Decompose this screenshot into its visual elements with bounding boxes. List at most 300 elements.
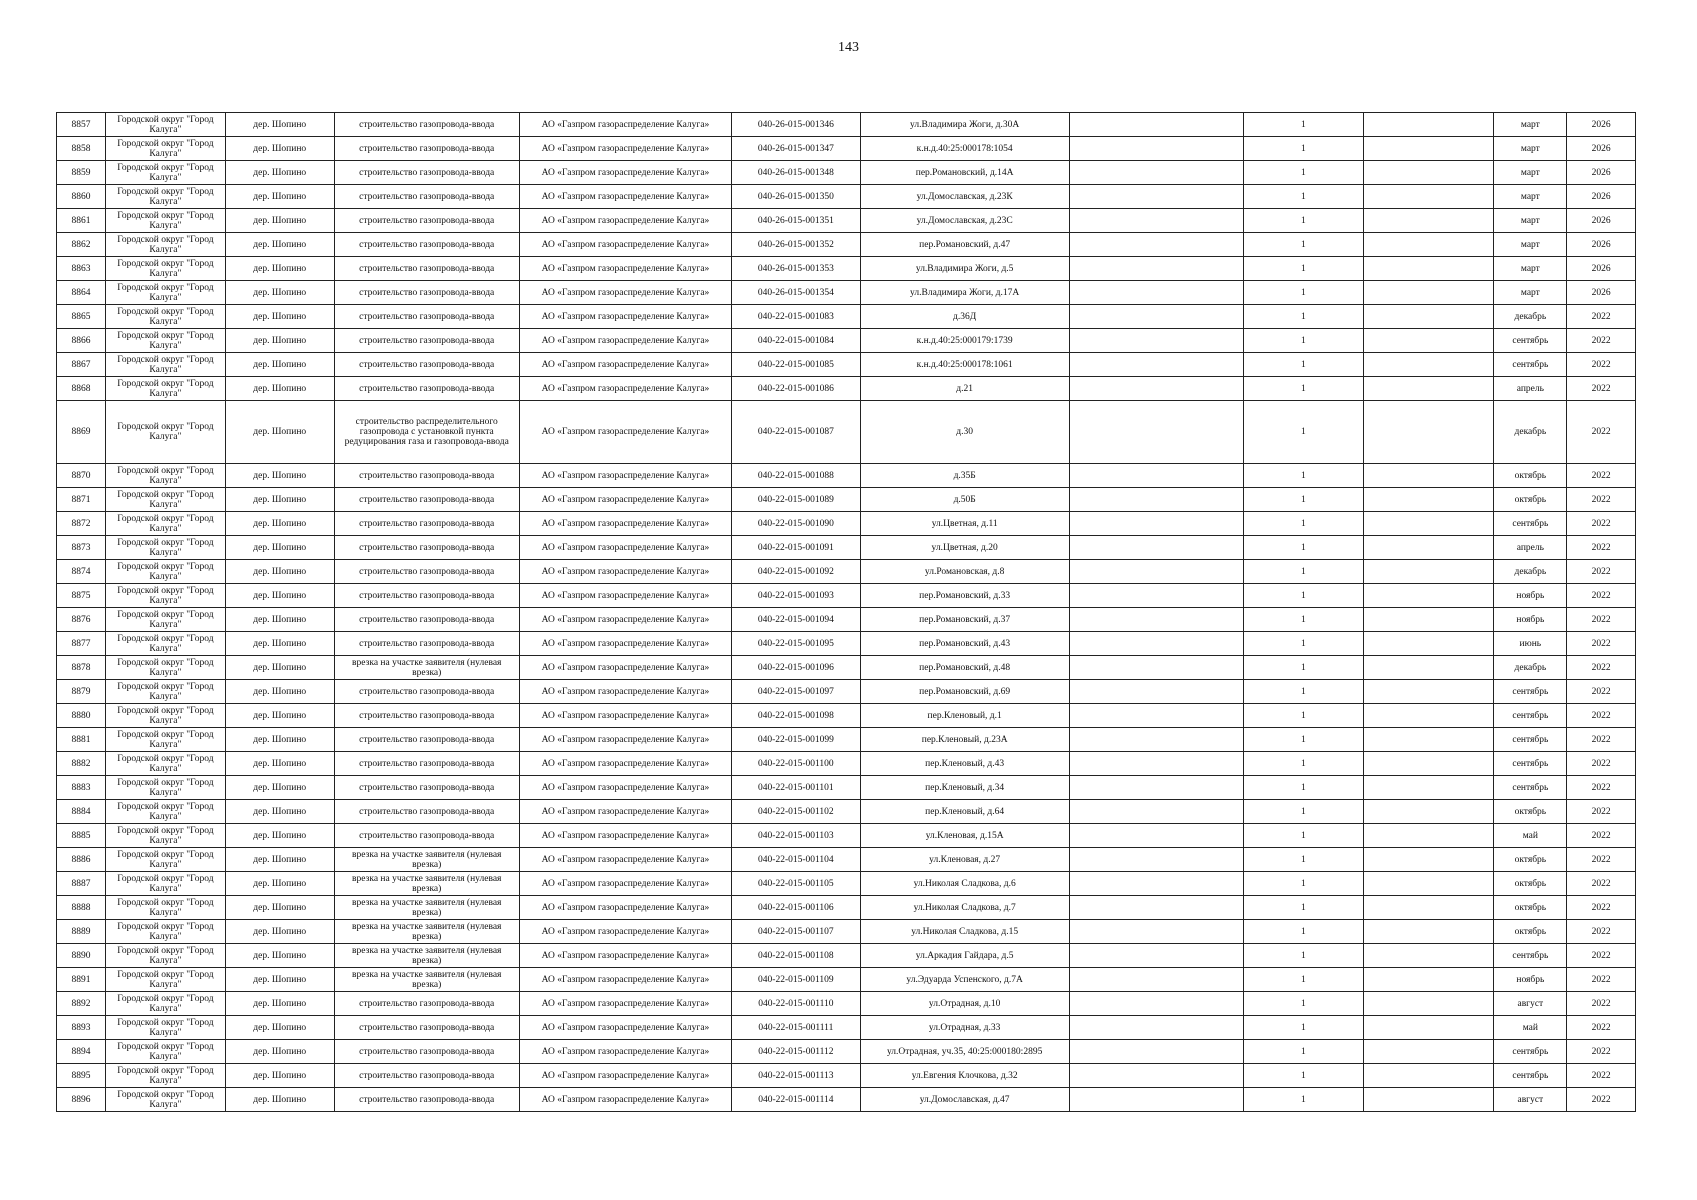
work-type-cell: строительство газопровода-ввода (334, 161, 519, 185)
object-code-cell: 040-22-015-001097 (732, 680, 860, 704)
month-cell: ноябрь (1494, 608, 1567, 632)
quantity-cell: 1 (1243, 752, 1363, 776)
month-cell: июнь (1494, 632, 1567, 656)
quantity-cell: 1 (1243, 704, 1363, 728)
object-code-cell: 040-26-015-001354 (732, 281, 860, 305)
territory-cell: Городской округ "Город Калуга" (106, 1016, 226, 1040)
work-type-cell: врезка на участке заявителя (нулевая врезка) (334, 848, 519, 872)
year-cell: 2026 (1567, 137, 1636, 161)
address-cell: к.н.д.40:25:000178:1054 (860, 137, 1069, 161)
year-cell: 2022 (1567, 704, 1636, 728)
table-row (57, 185, 1636, 209)
address-cell: пер.Романовский, д.47 (860, 233, 1069, 257)
year-cell: 2022 (1567, 728, 1636, 752)
empty-cell (1363, 1040, 1494, 1064)
empty-cell (1363, 848, 1494, 872)
empty-cell (1069, 632, 1243, 656)
table-row (57, 305, 1636, 329)
work-type-cell: строительство газопровода-ввода (334, 584, 519, 608)
settlement-cell: дер. Шопино (225, 608, 334, 632)
object-code-cell: 040-22-015-001111 (732, 1016, 860, 1040)
table-row (57, 920, 1636, 944)
address-cell: пер.Романовский, д.33 (860, 584, 1069, 608)
work-type-cell: строительство газопровода-ввода (334, 800, 519, 824)
empty-cell (1069, 329, 1243, 353)
empty-cell (1363, 800, 1494, 824)
quantity-cell: 1 (1243, 632, 1363, 656)
work-type-cell: строительство газопровода-ввода (334, 305, 519, 329)
year-cell: 2026 (1567, 161, 1636, 185)
empty-cell (1363, 680, 1494, 704)
quantity-cell: 1 (1243, 1088, 1363, 1112)
year-cell: 2022 (1567, 752, 1636, 776)
empty-cell (1363, 776, 1494, 800)
year-cell: 2022 (1567, 632, 1636, 656)
table-row (57, 632, 1636, 656)
work-type-cell: строительство газопровода-ввода (334, 257, 519, 281)
row-number: 8896 (57, 1088, 106, 1112)
object-code-cell: 040-22-015-001083 (732, 305, 860, 329)
address-cell: ул.Николая Сладкова, д.6 (860, 872, 1069, 896)
empty-cell (1069, 233, 1243, 257)
work-type-cell: строительство газопровода-ввода (334, 137, 519, 161)
quantity-cell: 1 (1243, 512, 1363, 536)
territory-cell: Городской округ "Город Калуга" (106, 608, 226, 632)
quantity-cell: 1 (1243, 185, 1363, 209)
empty-cell (1363, 1064, 1494, 1088)
table-row (57, 113, 1636, 137)
year-cell: 2022 (1567, 800, 1636, 824)
month-cell: ноябрь (1494, 584, 1567, 608)
empty-cell (1069, 512, 1243, 536)
work-type-cell: строительство газопровода-ввода (334, 992, 519, 1016)
object-code-cell: 040-22-015-001098 (732, 704, 860, 728)
organization-cell: АО «Газпром газораспределение Калуга» (519, 536, 731, 560)
empty-cell (1363, 353, 1494, 377)
month-cell: август (1494, 992, 1567, 1016)
month-cell: октябрь (1494, 872, 1567, 896)
quantity-cell: 1 (1243, 353, 1363, 377)
settlement-cell: дер. Шопино (225, 512, 334, 536)
address-cell: ул.Домославская, д.23К (860, 185, 1069, 209)
row-number: 8888 (57, 896, 106, 920)
settlement-cell: дер. Шопино (225, 560, 334, 584)
month-cell: сентябрь (1494, 1064, 1567, 1088)
territory-cell: Городской округ "Город Калуга" (106, 992, 226, 1016)
settlement-cell: дер. Шопино (225, 656, 334, 680)
settlement-cell: дер. Шопино (225, 1040, 334, 1064)
work-type-cell: строительство газопровода-ввода (334, 329, 519, 353)
register-table (56, 112, 1636, 1112)
address-cell: ул.Отрадная, уч.35, 40:25:000180:2895 (860, 1040, 1069, 1064)
work-type-cell: строительство газопровода-ввода (334, 1016, 519, 1040)
address-cell: ул.Николая Сладкова, д.15 (860, 920, 1069, 944)
territory-cell: Городской округ "Город Калуга" (106, 944, 226, 968)
quantity-cell: 1 (1243, 257, 1363, 281)
organization-cell: АО «Газпром газораспределение Калуга» (519, 305, 731, 329)
territory-cell: Городской округ "Город Калуга" (106, 896, 226, 920)
object-code-cell: 040-26-015-001352 (732, 233, 860, 257)
month-cell: октябрь (1494, 848, 1567, 872)
quantity-cell: 1 (1243, 1064, 1363, 1088)
month-cell: октябрь (1494, 800, 1567, 824)
row-number: 8877 (57, 632, 106, 656)
settlement-cell: дер. Шопино (225, 944, 334, 968)
empty-cell (1363, 632, 1494, 656)
year-cell: 2022 (1567, 488, 1636, 512)
register-body (57, 113, 1636, 1112)
settlement-cell: дер. Шопино (225, 185, 334, 209)
organization-cell: АО «Газпром газораспределение Калуга» (519, 1040, 731, 1064)
organization-cell: АО «Газпром газораспределение Калуга» (519, 560, 731, 584)
quantity-cell: 1 (1243, 776, 1363, 800)
settlement-cell: дер. Шопино (225, 1064, 334, 1088)
year-cell: 2022 (1567, 584, 1636, 608)
settlement-cell: дер. Шопино (225, 872, 334, 896)
table-row (57, 464, 1636, 488)
empty-cell (1069, 872, 1243, 896)
address-cell: д.21 (860, 377, 1069, 401)
work-type-cell: строительство газопровода-ввода (334, 680, 519, 704)
organization-cell: АО «Газпром газораспределение Калуга» (519, 209, 731, 233)
empty-cell (1363, 752, 1494, 776)
object-code-cell: 040-22-015-001088 (732, 464, 860, 488)
territory-cell: Городской округ "Город Калуга" (106, 137, 226, 161)
object-code-cell: 040-22-015-001105 (732, 872, 860, 896)
organization-cell: АО «Газпром газораспределение Калуга» (519, 968, 731, 992)
quantity-cell: 1 (1243, 824, 1363, 848)
empty-cell (1363, 728, 1494, 752)
empty-cell (1069, 257, 1243, 281)
table-row (57, 992, 1636, 1016)
month-cell: март (1494, 161, 1567, 185)
year-cell: 2022 (1567, 464, 1636, 488)
table-row (57, 608, 1636, 632)
settlement-cell: дер. Шопино (225, 896, 334, 920)
empty-cell (1069, 161, 1243, 185)
organization-cell: АО «Газпром газораспределение Калуга» (519, 728, 731, 752)
address-cell: пер.Кленовый, д.64 (860, 800, 1069, 824)
quantity-cell: 1 (1243, 968, 1363, 992)
quantity-cell: 1 (1243, 1016, 1363, 1040)
empty-cell (1069, 992, 1243, 1016)
month-cell: декабрь (1494, 401, 1567, 464)
month-cell: сентябрь (1494, 752, 1567, 776)
territory-cell: Городской округ "Город Калуга" (106, 377, 226, 401)
settlement-cell: дер. Шопино (225, 920, 334, 944)
organization-cell: АО «Газпром газораспределение Калуга» (519, 920, 731, 944)
quantity-cell: 1 (1243, 488, 1363, 512)
table-row (57, 488, 1636, 512)
month-cell: сентябрь (1494, 353, 1567, 377)
row-number: 8871 (57, 488, 106, 512)
table-row (57, 233, 1636, 257)
quantity-cell: 1 (1243, 680, 1363, 704)
settlement-cell: дер. Шопино (225, 464, 334, 488)
organization-cell: АО «Газпром газораспределение Калуга» (519, 944, 731, 968)
settlement-cell: дер. Шопино (225, 992, 334, 1016)
object-code-cell: 040-26-015-001350 (732, 185, 860, 209)
address-cell: ул.Владимира Жоги, д.5 (860, 257, 1069, 281)
month-cell: март (1494, 233, 1567, 257)
empty-cell (1069, 1088, 1243, 1112)
territory-cell: Городской округ "Город Калуга" (106, 632, 226, 656)
settlement-cell: дер. Шопино (225, 752, 334, 776)
table-row (57, 329, 1636, 353)
year-cell: 2022 (1567, 824, 1636, 848)
object-code-cell: 040-22-015-001114 (732, 1088, 860, 1112)
row-number: 8874 (57, 560, 106, 584)
quantity-cell: 1 (1243, 920, 1363, 944)
work-type-cell: строительство газопровода-ввода (334, 209, 519, 233)
row-number: 8893 (57, 1016, 106, 1040)
address-cell: д.36Д (860, 305, 1069, 329)
organization-cell: АО «Газпром газораспределение Калуга» (519, 992, 731, 1016)
work-type-cell: строительство газопровода-ввода (334, 512, 519, 536)
quantity-cell: 1 (1243, 872, 1363, 896)
settlement-cell: дер. Шопино (225, 233, 334, 257)
territory-cell: Городской округ "Город Калуга" (106, 920, 226, 944)
row-number: 8857 (57, 113, 106, 137)
table-row (57, 824, 1636, 848)
empty-cell (1069, 1016, 1243, 1040)
year-cell: 2022 (1567, 944, 1636, 968)
quantity-cell: 1 (1243, 560, 1363, 584)
object-code-cell: 040-22-015-001113 (732, 1064, 860, 1088)
row-number: 8885 (57, 824, 106, 848)
object-code-cell: 040-22-015-001095 (732, 632, 860, 656)
row-number: 8861 (57, 209, 106, 233)
territory-cell: Городской округ "Город Калуга" (106, 704, 226, 728)
work-type-cell: врезка на участке заявителя (нулевая врезка) (334, 920, 519, 944)
empty-cell (1069, 560, 1243, 584)
month-cell: май (1494, 824, 1567, 848)
month-cell: май (1494, 1016, 1567, 1040)
table-row (57, 584, 1636, 608)
table-row (57, 257, 1636, 281)
territory-cell: Городской округ "Город Калуга" (106, 233, 226, 257)
quantity-cell: 1 (1243, 992, 1363, 1016)
work-type-cell: строительство газопровода-ввода (334, 536, 519, 560)
table-row (57, 776, 1636, 800)
settlement-cell: дер. Шопино (225, 329, 334, 353)
year-cell: 2022 (1567, 377, 1636, 401)
quantity-cell: 1 (1243, 329, 1363, 353)
settlement-cell: дер. Шопино (225, 281, 334, 305)
empty-cell (1069, 680, 1243, 704)
month-cell: октябрь (1494, 488, 1567, 512)
table-row (57, 680, 1636, 704)
settlement-cell: дер. Шопино (225, 401, 334, 464)
territory-cell: Городской округ "Город Калуга" (106, 113, 226, 137)
object-code-cell: 040-22-015-001091 (732, 536, 860, 560)
work-type-cell: врезка на участке заявителя (нулевая врезка) (334, 872, 519, 896)
settlement-cell: дер. Шопино (225, 305, 334, 329)
territory-cell: Городской округ "Город Калуга" (106, 353, 226, 377)
organization-cell: АО «Газпром газораспределение Калуга» (519, 848, 731, 872)
empty-cell (1069, 377, 1243, 401)
object-code-cell: 040-22-015-001096 (732, 656, 860, 680)
row-number: 8862 (57, 233, 106, 257)
address-cell: ул.Домославская, д.47 (860, 1088, 1069, 1112)
territory-cell: Городской округ "Город Калуга" (106, 824, 226, 848)
organization-cell: АО «Газпром газораспределение Калуга» (519, 488, 731, 512)
month-cell: март (1494, 257, 1567, 281)
organization-cell: АО «Газпром газораспределение Калуга» (519, 656, 731, 680)
quantity-cell: 1 (1243, 281, 1363, 305)
empty-cell (1363, 872, 1494, 896)
work-type-cell: врезка на участке заявителя (нулевая врезка) (334, 896, 519, 920)
organization-cell: АО «Газпром газораспределение Калуга» (519, 257, 731, 281)
address-cell: ул.Домославская, д.23С (860, 209, 1069, 233)
empty-cell (1363, 560, 1494, 584)
object-code-cell: 040-22-015-001089 (732, 488, 860, 512)
settlement-cell: дер. Шопино (225, 209, 334, 233)
organization-cell: АО «Газпром газораспределение Калуга» (519, 632, 731, 656)
empty-cell (1069, 800, 1243, 824)
table-row (57, 896, 1636, 920)
settlement-cell: дер. Шопино (225, 113, 334, 137)
year-cell: 2026 (1567, 185, 1636, 209)
settlement-cell: дер. Шопино (225, 704, 334, 728)
empty-cell (1069, 1040, 1243, 1064)
table-row (57, 728, 1636, 752)
row-number: 8894 (57, 1040, 106, 1064)
empty-cell (1363, 1088, 1494, 1112)
empty-cell (1363, 584, 1494, 608)
month-cell: октябрь (1494, 920, 1567, 944)
empty-cell (1363, 113, 1494, 137)
territory-cell: Городской округ "Город Калуга" (106, 536, 226, 560)
year-cell: 2022 (1567, 329, 1636, 353)
settlement-cell: дер. Шопино (225, 848, 334, 872)
organization-cell: АО «Газпром газораспределение Калуга» (519, 800, 731, 824)
settlement-cell: дер. Шопино (225, 968, 334, 992)
address-cell: д.30 (860, 401, 1069, 464)
territory-cell: Городской округ "Город Калуга" (106, 281, 226, 305)
empty-cell (1363, 920, 1494, 944)
table-row (57, 536, 1636, 560)
object-code-cell: 040-22-015-001093 (732, 584, 860, 608)
table-row (57, 281, 1636, 305)
territory-cell: Городской округ "Город Калуга" (106, 968, 226, 992)
row-number: 8863 (57, 257, 106, 281)
quantity-cell: 1 (1243, 233, 1363, 257)
address-cell: к.н.д.40:25:000178:1061 (860, 353, 1069, 377)
quantity-cell: 1 (1243, 728, 1363, 752)
work-type-cell: строительство газопровода-ввода (334, 752, 519, 776)
row-number: 8891 (57, 968, 106, 992)
table-row (57, 560, 1636, 584)
settlement-cell: дер. Шопино (225, 536, 334, 560)
address-cell: пер.Романовский, д.43 (860, 632, 1069, 656)
month-cell: сентябрь (1494, 776, 1567, 800)
month-cell: сентябрь (1494, 1040, 1567, 1064)
organization-cell: АО «Газпром газораспределение Калуга» (519, 161, 731, 185)
territory-cell: Городской округ "Город Калуга" (106, 512, 226, 536)
empty-cell (1069, 896, 1243, 920)
year-cell: 2022 (1567, 1064, 1636, 1088)
empty-cell (1363, 512, 1494, 536)
month-cell: март (1494, 185, 1567, 209)
table-row (57, 752, 1636, 776)
month-cell: апрель (1494, 536, 1567, 560)
address-cell: ул.Цветная, д.20 (860, 536, 1069, 560)
work-type-cell: строительство распределительного газопровода с установкой пункта редуцирования газа и газопровода-ввода (334, 401, 519, 464)
work-type-cell: строительство газопровода-ввода (334, 632, 519, 656)
row-number: 8876 (57, 608, 106, 632)
quantity-cell: 1 (1243, 800, 1363, 824)
work-type-cell: строительство газопровода-ввода (334, 185, 519, 209)
year-cell: 2022 (1567, 680, 1636, 704)
year-cell: 2022 (1567, 560, 1636, 584)
object-code-cell: 040-22-015-001104 (732, 848, 860, 872)
object-code-cell: 040-22-015-001084 (732, 329, 860, 353)
row-number: 8881 (57, 728, 106, 752)
year-cell: 2022 (1567, 401, 1636, 464)
settlement-cell: дер. Шопино (225, 161, 334, 185)
settlement-cell: дер. Шопино (225, 800, 334, 824)
settlement-cell: дер. Шопино (225, 824, 334, 848)
empty-cell (1363, 329, 1494, 353)
quantity-cell: 1 (1243, 209, 1363, 233)
object-code-cell: 040-22-015-001102 (732, 800, 860, 824)
organization-cell: АО «Газпром газораспределение Калуга» (519, 401, 731, 464)
empty-cell (1069, 281, 1243, 305)
settlement-cell: дер. Шопино (225, 257, 334, 281)
row-number: 8872 (57, 512, 106, 536)
settlement-cell: дер. Шопино (225, 632, 334, 656)
organization-cell: АО «Газпром газораспределение Калуга» (519, 752, 731, 776)
territory-cell: Городской округ "Город Калуга" (106, 776, 226, 800)
work-type-cell: строительство газопровода-ввода (334, 1040, 519, 1064)
year-cell: 2022 (1567, 992, 1636, 1016)
year-cell: 2022 (1567, 305, 1636, 329)
empty-cell (1069, 401, 1243, 464)
month-cell: сентябрь (1494, 728, 1567, 752)
quantity-cell: 1 (1243, 113, 1363, 137)
table-row (57, 968, 1636, 992)
object-code-cell: 040-26-015-001347 (732, 137, 860, 161)
object-code-cell: 040-22-015-001108 (732, 944, 860, 968)
work-type-cell: строительство газопровода-ввода (334, 233, 519, 257)
month-cell: март (1494, 113, 1567, 137)
organization-cell: АО «Газпром газораспределение Калуга» (519, 584, 731, 608)
row-number: 8868 (57, 377, 106, 401)
quantity-cell: 1 (1243, 608, 1363, 632)
month-cell: март (1494, 137, 1567, 161)
territory-cell: Городской округ "Город Калуга" (106, 848, 226, 872)
month-cell: сентябрь (1494, 680, 1567, 704)
work-type-cell: строительство газопровода-ввода (334, 1088, 519, 1112)
empty-cell (1363, 536, 1494, 560)
empty-cell (1363, 968, 1494, 992)
work-type-cell: строительство газопровода-ввода (334, 560, 519, 584)
work-type-cell: строительство газопровода-ввода (334, 728, 519, 752)
quantity-cell: 1 (1243, 464, 1363, 488)
year-cell: 2022 (1567, 920, 1636, 944)
row-number: 8887 (57, 872, 106, 896)
empty-cell (1069, 656, 1243, 680)
empty-cell (1363, 161, 1494, 185)
territory-cell: Городской округ "Город Калуга" (106, 1064, 226, 1088)
table-row (57, 137, 1636, 161)
organization-cell: АО «Газпром газораспределение Калуга» (519, 281, 731, 305)
territory-cell: Городской округ "Город Калуга" (106, 560, 226, 584)
table-row (57, 872, 1636, 896)
year-cell: 2022 (1567, 1016, 1636, 1040)
settlement-cell: дер. Шопино (225, 137, 334, 161)
